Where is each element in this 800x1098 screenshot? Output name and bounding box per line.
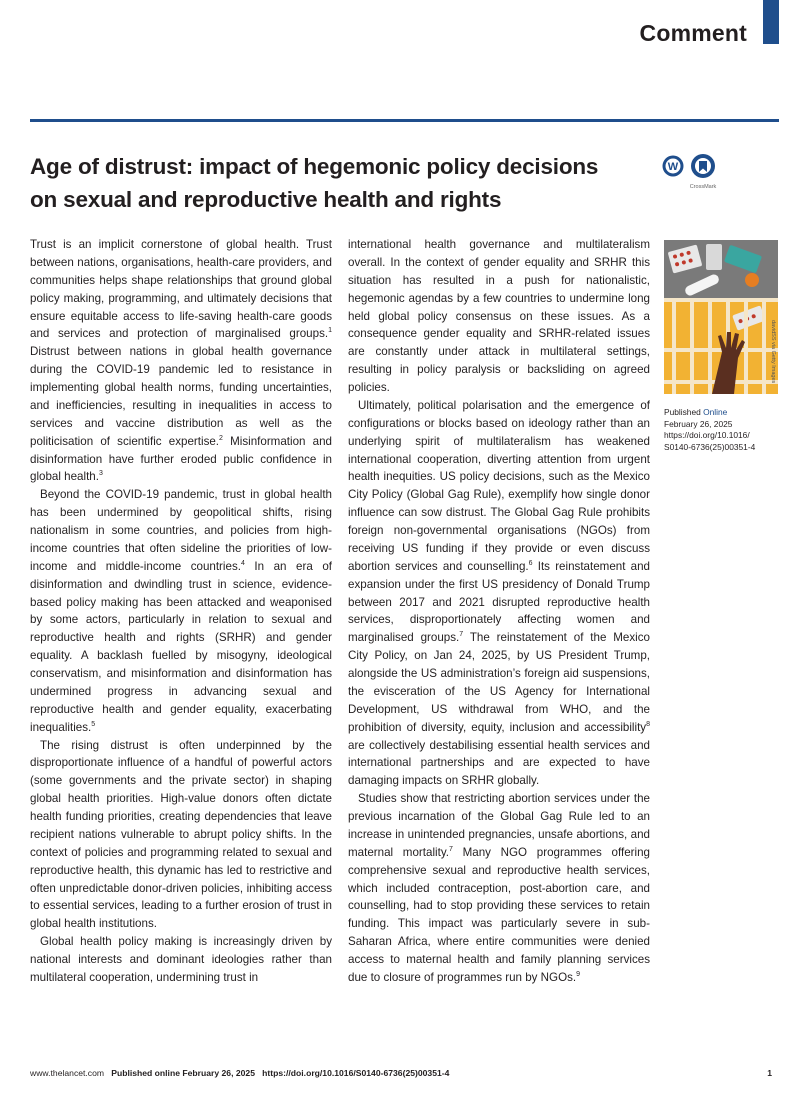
doi-line-1[interactable]: https://doi.org/10.1016/ [664, 430, 750, 441]
reference-marker[interactable]: 2 [219, 434, 223, 442]
reference-marker[interactable]: 9 [576, 971, 581, 979]
header-rule [30, 119, 779, 122]
body-column-1 [30, 236, 332, 987]
section-label: Comment [639, 20, 747, 46]
paragraph: Studies show that restricting abortion services under the previous incarnation of the Global Gag Rule led to an increase in unintended pregnancies, unsafe abortions, and maternal mortality.$^7$ Many NGO programmes offering comprehensive sexual and reproductive health services, which included contraception, post-abortion care, and counselling, had to stop providing these services to retain funding. This impact was particularly severe in sub-Saharan Africa, where entire communities were denied access to maternal health and family planning services due to closure of programmes run by NGOs.$^9$ [348, 792, 650, 984]
image-credit: davidSS via Getty Images [770, 320, 776, 384]
reference-marker[interactable]: 5 [91, 720, 96, 728]
reference-marker[interactable]: 7 [459, 631, 464, 639]
page-number: 1 [767, 1068, 772, 1078]
publication-date: February 26, 2025 [664, 418, 733, 429]
reference-marker[interactable]: 7 [448, 845, 453, 853]
paragraph: Global health policy making is increasingly driven by national interests and dominant ideologies rather than multilateral cooperation, undermining trust in [30, 935, 332, 984]
paragraph: Beyond the COVID-19 pandemic, trust in global health has been undermined by geopolitical shifts, rising nationalism in some countries, and policies from high-income countries that often sideline the priorities of low-income and middle-income countries.$^4$ In an era of disinformation and dwindling trust in science, evidence-based policy making has been attacked and weaponised by some actors, particularly in relation to sexual and reproductive health and rights (SRHR) and gender equality. A backlash fuelled by misogyny, ideological conservatism, and misinformation and disinformation has undermined progress in advancing sexual and reproductive health and gender equality, exacerbating inequalities.$^5$ [30, 488, 332, 734]
paragraph: Ultimately, political polarisation and the emergence of configurations or blocks based on ideology rather than an underlying spirit of multilateralism has weakened international cooperation, diverting attention from urgent health inequities. US policy decisions, such as the Mexico City Policy (Global Gag Rule), exemplify how single donor influence can sow distrust. The Global Gag Rule prohibits foreign non-governmental organisations (NGOs) from receiving US funding if they provide or even discuss abortion services and counselling.$^6$ Its reinstatement and expansion under the first US presidency of Donald Trump between 2017 and 2021 disrupted reproductive health services, disproportionately affecting women and marginalised groups.$^7$ The reinstatement of the Mexico City Policy, on Jan 24, 2025, by US President Trump, alongside the US administration’s foreign aid suspensions, the evisceration of the US Agency for International Development, US withdrawal from WHO, and the prohibition of diversity, equity, inclusion and accessibility$^8$ are collectively destabilising essential health services and international partnerships and are expected to have damaging impacts on SRHR globally. [348, 398, 650, 788]
doi-line-2[interactable]: S0140-6736(25)00351-4 [664, 441, 756, 452]
footer-published: Published online February 26, 2025 [111, 1068, 255, 1078]
body-column-2 [348, 236, 650, 987]
paragraph: The rising distrust is often underpinned by the disproportionate influence of a handful of powerful actors (some governments and the private sector) in shaping global health priorities. High-value donors often dictate health funding priorities, creating dependencies that leave recipient nations vulnerable to abrupt policy shifts. In the context of policies and programming related to sexual and reproductive health, this dynamic has led to restrictive and often unpredictable donor-driven policies, inhibiting access to essential services, leading to a further erosion of trust in global health institutions. [30, 738, 332, 931]
article-title: Age of distrust: impact of hegemonic policy decisions on sexual and reproductive health and rights [30, 154, 599, 212]
page-footer [30, 1068, 449, 1078]
reference-marker[interactable]: 6 [528, 559, 533, 567]
publication-info [664, 407, 784, 453]
paragraph: international health governance and multilateralism overall. In the context of gender equality and SRHR this situation has resulted in a push for nationalistic, hegemonic agendas by a few countries to undermine long held global policy consensus on these issues. As a consequence gender equality and SRHR-related issues are constantly under attack in multilateral settings, resulting in policy paralysis or backsliding on agreed policies. [348, 238, 650, 394]
journal-site[interactable]: www.thelancet.com [30, 1068, 105, 1078]
published-label: Published [664, 407, 701, 417]
article-illustration [664, 240, 778, 394]
reference-marker[interactable]: 3 [98, 470, 103, 478]
footer-doi[interactable]: https://doi.org/10.1016/S0140-6736(25)00351-4 [262, 1068, 450, 1078]
crossmark-label: CrossMark [689, 184, 717, 190]
paragraph: Trust is an implicit cornerstone of global health. Trust between nations, organisations, health-care providers, and communities helps shape relationships that ground global policy making, programming, and ultimately decisions that ensure equitable access to life-saving health-care goods and services and protection of marginalised groups.$^1$ Distrust between nations in global health governance during the COVID-19 pandemic led to resistance in implementing global health norms, funding uncertainties, and inefficiencies, resulting in inequalities in access to services and vaccine distribution as well as the politicisation of scientific expertise.$^2$ Misinformation and disinformation have further eroded public confidence in global health.$^3$ [30, 238, 332, 484]
online-link[interactable]: Online [703, 407, 728, 417]
section-color-tab [763, 0, 779, 44]
reference-marker[interactable]: 4 [240, 559, 245, 567]
crossmark-badge[interactable] [686, 153, 720, 189]
reference-marker[interactable]: 1 [328, 327, 332, 335]
crossmark-icon [686, 153, 720, 179]
svg-text:W: W [667, 161, 679, 173]
reference-marker[interactable]: 8 [646, 720, 650, 728]
